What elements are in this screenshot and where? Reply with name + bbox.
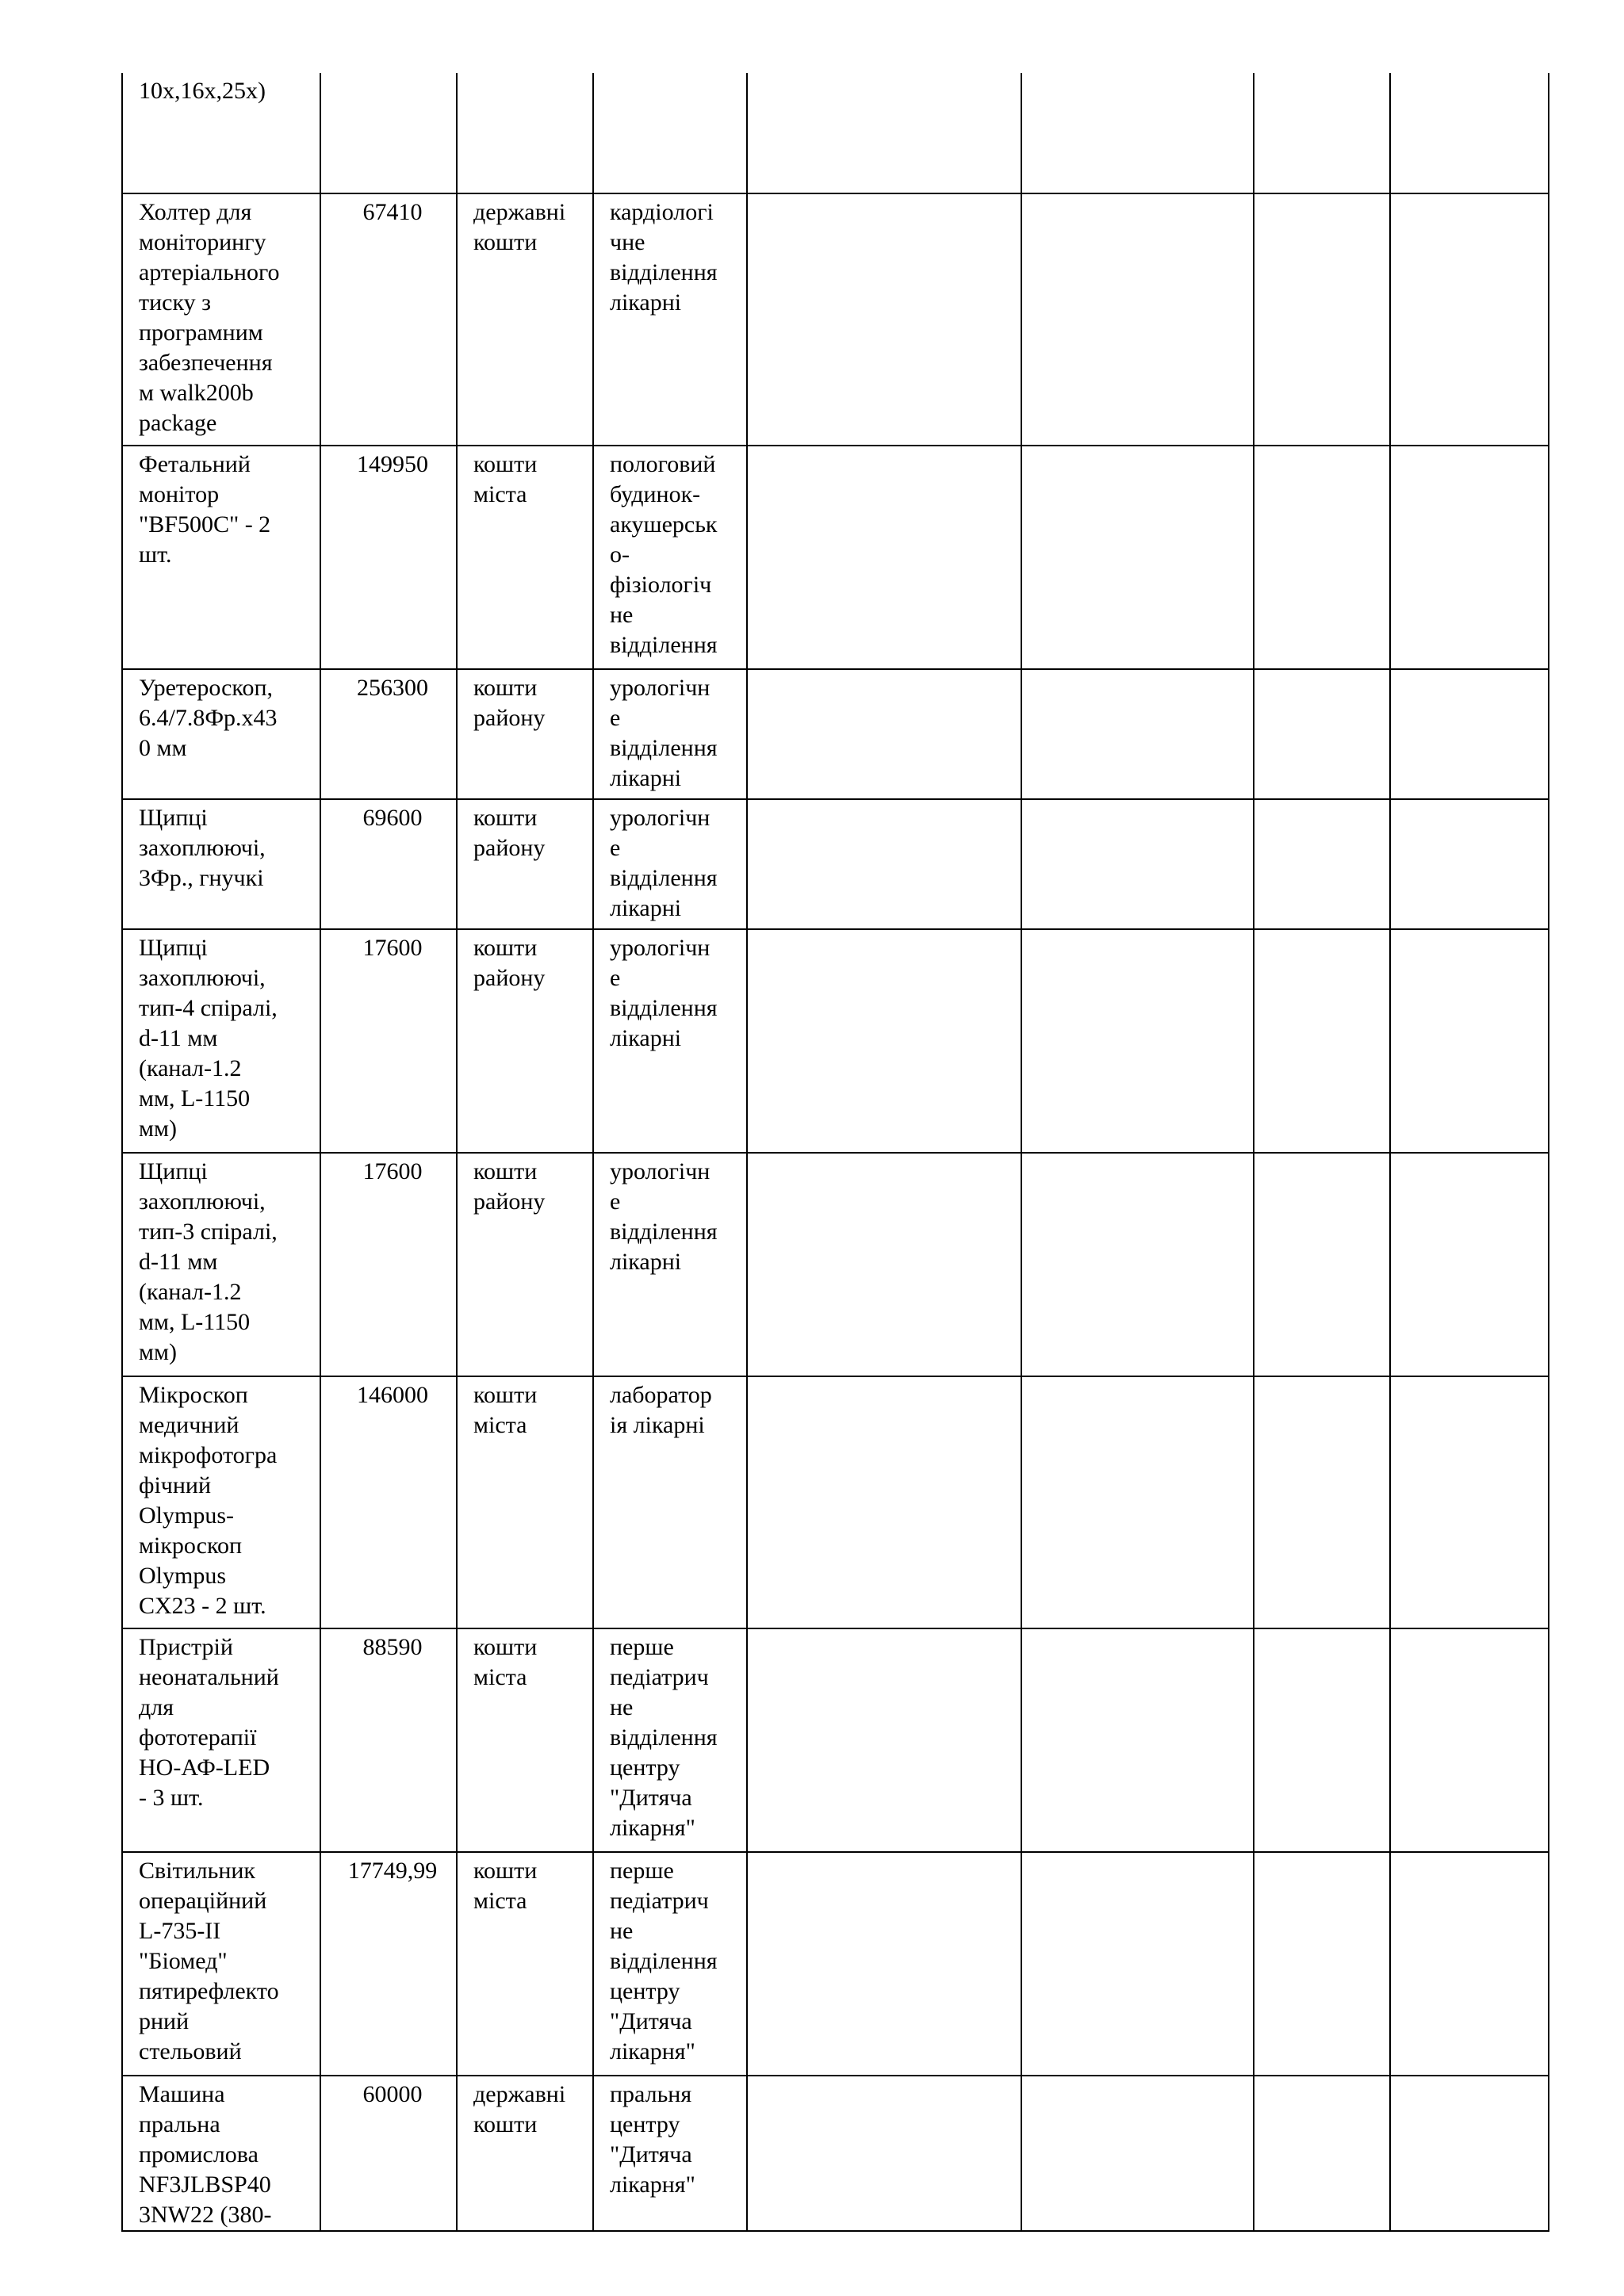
table-row	[122, 1376, 1549, 1628]
item-name-cell: 10х,16х,25х)	[122, 73, 320, 193]
table-row	[122, 799, 1549, 929]
table-row	[122, 1852, 1549, 2076]
department-cell: урологічн е відділення лікарні	[593, 799, 747, 929]
empty-cell	[1254, 1852, 1390, 2076]
empty-cell	[1021, 193, 1254, 446]
department-cell	[593, 73, 747, 193]
department-cell: урологічн е відділення лікарні	[593, 1153, 747, 1376]
empty-cell	[1021, 1628, 1254, 1852]
empty-cell	[1390, 669, 1549, 799]
price-cell: 69600	[320, 799, 457, 929]
price-cell: 88590	[320, 1628, 457, 1852]
empty-cell	[1390, 1628, 1549, 1852]
empty-cell	[1021, 2076, 1254, 2231]
department-cell: кардіологі чне відділення лікарні	[593, 193, 747, 446]
item-name-cell: Щипці захоплюючі, 3Фр., гнучкі	[122, 799, 320, 929]
empty-cell	[747, 446, 1021, 669]
funding-source-cell: кошти району	[457, 669, 593, 799]
funding-source-cell: кошти міста	[457, 1376, 593, 1628]
item-name-cell: Фетальний монітор "BF500C" - 2 шт.	[122, 446, 320, 669]
table-row	[122, 1628, 1549, 1852]
empty-cell	[747, 1852, 1021, 2076]
empty-cell	[747, 929, 1021, 1153]
table-row	[122, 446, 1549, 669]
price-cell: 17749,99	[320, 1852, 457, 2076]
department-cell: перше педіатрич не відділення центру "Дитяча лікарня"	[593, 1852, 747, 2076]
item-name-cell: Щипці захоплюючі, тип-4 спіралі, d-11 мм (канал-1.2 мм, L-1150 мм)	[122, 929, 320, 1153]
table-row	[122, 1153, 1549, 1376]
price-cell: 256300	[320, 669, 457, 799]
empty-cell	[1021, 1376, 1254, 1628]
price-cell: 146000	[320, 1376, 457, 1628]
funding-source-cell: кошти міста	[457, 1852, 593, 2076]
empty-cell	[1254, 929, 1390, 1153]
empty-cell	[1021, 799, 1254, 929]
empty-cell	[747, 669, 1021, 799]
price-cell: 149950	[320, 446, 457, 669]
empty-cell	[747, 1376, 1021, 1628]
funding-source-cell: кошти району	[457, 1153, 593, 1376]
price-cell: 17600	[320, 1153, 457, 1376]
empty-cell	[1390, 446, 1549, 669]
empty-cell	[1390, 2076, 1549, 2231]
price-cell: 60000	[320, 2076, 457, 2231]
price-cell: 17600	[320, 929, 457, 1153]
funding-source-cell: кошти району	[457, 929, 593, 1153]
funding-source-cell: кошти міста	[457, 446, 593, 669]
table-row	[122, 73, 1549, 193]
item-name-cell: Щипці захоплюючі, тип-3 спіралі, d-11 мм (канал-1.2 мм, L-1150 мм)	[122, 1153, 320, 1376]
empty-cell	[1254, 1376, 1390, 1628]
empty-cell	[1021, 929, 1254, 1153]
empty-cell	[1390, 1376, 1549, 1628]
empty-cell	[1254, 669, 1390, 799]
item-name-cell: Машина пральна промислова NF3JLBSP40 3NW22 (380-	[122, 2076, 320, 2231]
empty-cell	[747, 193, 1021, 446]
empty-cell	[1021, 446, 1254, 669]
empty-cell	[1254, 446, 1390, 669]
empty-cell	[1021, 1153, 1254, 1376]
empty-cell	[1254, 1153, 1390, 1376]
item-name-cell: Пристрій неонатальний для фототерапії НО-АФ-LED - 3 шт.	[122, 1628, 320, 1852]
empty-cell	[747, 1628, 1021, 1852]
empty-cell	[747, 799, 1021, 929]
empty-cell	[747, 2076, 1021, 2231]
item-name-cell: Холтер для моніторингу артеріального тиску з програмним забезпечення м walk200b package	[122, 193, 320, 446]
department-cell: перше педіатрич не відділення центру "Дитяча лікарня"	[593, 1628, 747, 1852]
empty-cell	[1021, 1852, 1254, 2076]
department-cell: лаборатор ія лікарні	[593, 1376, 747, 1628]
empty-cell	[1254, 799, 1390, 929]
department-cell: пологовий будинок- акушерськ о- фізіологіч не відділення	[593, 446, 747, 669]
table-row	[122, 2076, 1549, 2231]
empty-cell	[1390, 193, 1549, 446]
empty-cell	[747, 73, 1021, 193]
funding-source-cell: державні кошти	[457, 2076, 593, 2231]
empty-cell	[1390, 929, 1549, 1153]
item-name-cell: Світильник операційний L-735-II "Біомед" пятирефлекто рний стельовий	[122, 1852, 320, 2076]
price-cell	[320, 73, 457, 193]
empty-cell	[1021, 73, 1254, 193]
funding-source-cell: кошти району	[457, 799, 593, 929]
equipment-table	[121, 73, 1549, 2232]
empty-cell	[747, 1153, 1021, 1376]
empty-cell	[1254, 73, 1390, 193]
table-row	[122, 929, 1549, 1153]
price-cell: 67410	[320, 193, 457, 446]
funding-source-cell	[457, 73, 593, 193]
empty-cell	[1021, 669, 1254, 799]
empty-cell	[1390, 799, 1549, 929]
table-row	[122, 193, 1549, 446]
funding-source-cell: кошти міста	[457, 1628, 593, 1852]
item-name-cell: Уретероскоп, 6.4/7.8Фр.х43 0 мм	[122, 669, 320, 799]
item-name-cell: Мікроскоп медичний мікрофотогра фічний Olympus- мікроскоп Olympus CX23 - 2 шт.	[122, 1376, 320, 1628]
department-cell: урологічн е відділення лікарні	[593, 669, 747, 799]
department-cell: урологічн е відділення лікарні	[593, 929, 747, 1153]
empty-cell	[1390, 1852, 1549, 2076]
table-row	[122, 669, 1549, 799]
empty-cell	[1254, 1628, 1390, 1852]
empty-cell	[1254, 193, 1390, 446]
funding-source-cell: державні кошти	[457, 193, 593, 446]
department-cell: пральня центру "Дитяча лікарня"	[593, 2076, 747, 2231]
empty-cell	[1390, 73, 1549, 193]
empty-cell	[1254, 2076, 1390, 2231]
empty-cell	[1390, 1153, 1549, 1376]
